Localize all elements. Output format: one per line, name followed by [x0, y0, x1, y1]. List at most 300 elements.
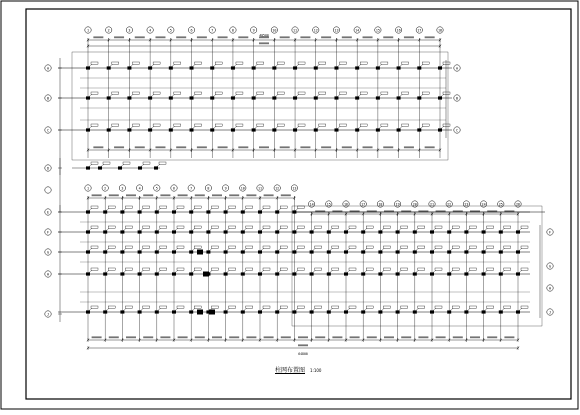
column-tag — [298, 124, 305, 126]
column-tag — [349, 246, 356, 248]
column-tag — [504, 306, 511, 308]
lower-axis-bubble-label: 22 — [447, 202, 452, 207]
column — [378, 250, 382, 253]
column — [241, 272, 245, 275]
lower-bottom-dim-text — [332, 336, 342, 338]
lower-top-dim-text — [178, 194, 188, 196]
column — [86, 210, 90, 213]
tag-leader — [141, 164, 144, 166]
column-tag — [422, 92, 429, 94]
lower-axis-bubble-label: 3 — [121, 186, 124, 191]
column — [120, 210, 124, 213]
upper-axis-bubble-label: 10 — [272, 28, 277, 33]
tag-leader — [347, 248, 350, 250]
lower-top-right-dim-text — [470, 210, 480, 212]
column — [107, 66, 111, 69]
tag-leader — [450, 308, 453, 310]
column — [310, 310, 314, 313]
tag-leader — [261, 308, 264, 310]
column — [516, 250, 520, 253]
upper-bottom-dim-text — [218, 146, 228, 148]
column-tag — [236, 62, 243, 64]
column — [327, 230, 331, 233]
column-tag — [521, 268, 528, 270]
tag-leader — [106, 208, 109, 210]
lower-top-dim-text — [92, 194, 102, 196]
tag-leader — [244, 208, 247, 210]
lower-overall-dim-text — [298, 344, 308, 346]
column — [516, 310, 520, 313]
tag-leader — [89, 270, 92, 272]
tag-leader — [519, 270, 522, 272]
tag-leader — [106, 270, 109, 272]
column — [327, 272, 331, 275]
column-tag — [443, 62, 450, 64]
column — [327, 250, 331, 253]
lower-bottom-dim-text — [178, 336, 188, 338]
column-tag — [236, 124, 243, 126]
column-tag — [521, 246, 528, 248]
column — [361, 230, 365, 233]
column — [293, 96, 297, 99]
tag-leader — [400, 64, 403, 66]
column — [438, 96, 442, 99]
column-tag — [339, 92, 346, 94]
tag-leader — [244, 228, 247, 230]
column-tag — [402, 62, 409, 64]
tag-leader — [364, 270, 367, 272]
column-tag — [246, 268, 253, 270]
column-tag — [297, 226, 304, 228]
column — [292, 310, 296, 313]
column-tag — [160, 246, 167, 248]
lower-block — [45, 185, 553, 356]
lower-axis-bubble-label: 13 — [292, 186, 297, 191]
lower-top-dim-text — [264, 194, 274, 196]
column — [482, 250, 486, 253]
column-tag — [174, 92, 181, 94]
column — [155, 230, 159, 233]
column — [413, 230, 417, 233]
tag-leader — [485, 270, 488, 272]
tag-leader — [255, 94, 258, 96]
lower-top-right-dim-text — [315, 210, 325, 212]
column-tag — [108, 206, 115, 208]
column-tag — [211, 268, 218, 270]
column-tag — [108, 306, 115, 308]
tag-leader — [89, 248, 92, 250]
tag-leader — [106, 308, 109, 310]
column — [252, 128, 256, 131]
column-tag — [263, 268, 270, 270]
tag-leader — [502, 308, 505, 310]
tag-leader — [158, 308, 161, 310]
tag-leader — [295, 270, 298, 272]
column-tag — [366, 226, 373, 228]
lower-top-right-dim-text — [367, 210, 377, 212]
lower-left-axis-bubble-label: F — [46, 230, 50, 235]
column — [417, 96, 421, 99]
upper-bottom-dim-text — [425, 146, 435, 148]
lower-axis-bubble-label: 18 — [378, 202, 383, 207]
lower-top-right-dim-text — [401, 210, 411, 212]
column — [241, 310, 245, 313]
tag-leader — [337, 94, 340, 96]
column-tag — [246, 226, 253, 228]
tag-leader — [209, 270, 212, 272]
upper-axis-bubble-label: 7 — [211, 28, 214, 33]
upper-left-axis-bubble-label: D — [46, 166, 50, 171]
lower-bottom-dim-text — [109, 336, 119, 338]
tag-leader — [502, 248, 505, 250]
tag-leader — [110, 64, 113, 66]
tag-leader — [502, 270, 505, 272]
lower-right-outline — [292, 206, 542, 326]
lower-bottom-dim-text — [160, 336, 170, 338]
upper-right-axis-bubble-label: A — [455, 66, 459, 71]
lower-axis-bubble-label: 4 — [138, 186, 141, 191]
tag-leader — [261, 208, 264, 210]
tag-leader — [123, 248, 126, 250]
upper-top-dim-text — [363, 36, 373, 38]
tag-leader — [255, 126, 258, 128]
column-tag — [160, 306, 167, 308]
column-tag — [315, 306, 322, 308]
tag-leader — [347, 228, 350, 230]
column — [499, 230, 503, 233]
tag-leader — [213, 64, 216, 66]
column-tag — [246, 206, 253, 208]
column — [293, 66, 297, 69]
upper-bottom-dim-text — [342, 146, 352, 148]
column — [413, 310, 417, 313]
column-tag — [174, 124, 181, 126]
column-tag — [487, 268, 494, 270]
lower-axis-bubble-label: 2 — [104, 186, 107, 191]
tag-leader — [416, 248, 419, 250]
tag-leader — [123, 270, 126, 272]
upper-bottom-dim-text — [300, 146, 310, 148]
column — [169, 66, 173, 69]
column-tag — [229, 246, 236, 248]
tag-leader — [317, 94, 320, 96]
column — [224, 310, 228, 313]
column — [190, 128, 194, 131]
lower-bottom-dim-text — [126, 336, 136, 338]
upper-bottom-dim-text — [259, 146, 269, 148]
column-tag — [257, 92, 264, 94]
upper-bottom-dim-text — [404, 146, 414, 148]
upper-axis-bubble-label: 17 — [417, 28, 422, 33]
column-tag — [381, 62, 388, 64]
tag-leader — [157, 164, 160, 166]
column-tag — [160, 206, 167, 208]
column-tag — [315, 268, 322, 270]
lower-bottom-dim-text — [470, 336, 480, 338]
tag-leader — [399, 308, 402, 310]
column — [334, 66, 338, 69]
tag-leader — [450, 248, 453, 250]
column-tag — [246, 246, 253, 248]
tag-leader — [330, 228, 333, 230]
tag-leader — [261, 228, 264, 230]
column-tag — [263, 226, 270, 228]
column — [396, 230, 400, 233]
upper-top-dim-text — [300, 36, 310, 38]
column-tag — [91, 92, 98, 94]
column-tag — [298, 92, 305, 94]
tag-leader — [450, 228, 453, 230]
column-tag — [297, 306, 304, 308]
column — [231, 128, 235, 131]
upper-top-dim-text — [114, 36, 124, 38]
column — [482, 310, 486, 313]
upper-axis-bubble-label: 15 — [375, 28, 380, 33]
tag-leader — [158, 248, 161, 250]
column-tag — [319, 124, 326, 126]
column-tag — [443, 124, 450, 126]
column — [464, 310, 468, 313]
column-tag — [418, 306, 425, 308]
lower-top-right-dim-text — [418, 210, 428, 212]
column — [272, 96, 276, 99]
tag-leader — [130, 126, 133, 128]
connector-bubble — [45, 187, 51, 193]
lower-bottom-dim-text — [298, 336, 308, 338]
column — [103, 272, 107, 275]
column — [376, 128, 380, 131]
lower-axis-bubble-label: 6 — [172, 186, 176, 191]
column-tag — [132, 92, 139, 94]
column-tag — [401, 306, 408, 308]
column-tag — [339, 62, 346, 64]
upper-axis-bubble-label: 18 — [437, 28, 443, 33]
column-tag — [504, 268, 511, 270]
column — [86, 96, 90, 99]
tag-leader — [213, 126, 216, 128]
column — [252, 66, 256, 69]
lower-top-dim-text — [229, 194, 239, 196]
column — [86, 310, 90, 313]
column-tag — [108, 268, 115, 270]
tag-leader — [244, 270, 247, 272]
tag-leader — [121, 164, 124, 166]
lower-axis-bubble-label: 7 — [190, 186, 193, 191]
column — [355, 96, 359, 99]
column — [138, 210, 142, 213]
column — [258, 310, 262, 313]
lower-bottom-dim-text — [350, 336, 360, 338]
column-tag — [160, 268, 167, 270]
column-tag — [383, 306, 390, 308]
upper-axis-bubble-label: 4 — [149, 28, 152, 33]
column — [241, 250, 245, 253]
tag-leader — [416, 228, 419, 230]
lower-bottom-dim-text — [367, 336, 377, 338]
lower-top-dim-text — [143, 194, 153, 196]
column-tag — [280, 206, 287, 208]
tag-leader — [278, 208, 281, 210]
lower-top-right-dim-text — [453, 210, 463, 212]
column-heavy — [197, 310, 203, 315]
column — [189, 310, 193, 313]
tag-leader — [123, 208, 126, 210]
column-heavy — [197, 250, 203, 255]
column — [447, 250, 451, 253]
column — [86, 128, 90, 131]
tag-leader — [261, 270, 264, 272]
column — [107, 96, 111, 99]
tag-leader — [255, 64, 258, 66]
lower-top-dim-text — [126, 194, 136, 196]
tag-leader — [519, 228, 522, 230]
column — [292, 272, 296, 275]
column — [231, 66, 235, 69]
column — [190, 96, 194, 99]
column-tag — [401, 226, 408, 228]
tag-leader — [295, 228, 298, 230]
tag-leader — [192, 270, 195, 272]
lower-bottom-dim-text — [436, 336, 446, 338]
column — [206, 230, 210, 233]
column — [224, 272, 228, 275]
tag-leader — [130, 64, 133, 66]
tag-leader — [485, 248, 488, 250]
tag-leader — [317, 126, 320, 128]
column — [376, 96, 380, 99]
column-tag — [125, 306, 132, 308]
column-tag — [215, 62, 222, 64]
lower-bottom-dim-text — [229, 336, 239, 338]
tag-leader — [313, 308, 316, 310]
column-tag — [383, 226, 390, 228]
column-tag — [125, 268, 132, 270]
column — [413, 250, 417, 253]
column-tag — [280, 268, 287, 270]
upper-axis-bubble-label: 8 — [231, 28, 234, 33]
lower-bottom-dim-text — [212, 336, 222, 338]
column-tag — [521, 226, 528, 228]
tag-leader — [158, 270, 161, 272]
column — [438, 128, 442, 131]
column-tag — [297, 206, 304, 208]
tag-leader — [175, 208, 178, 210]
column-tag — [132, 124, 139, 126]
tag-leader — [450, 270, 453, 272]
tag-leader — [278, 228, 281, 230]
column-tag — [236, 92, 243, 94]
tag-leader — [313, 270, 316, 272]
upper-axis-bubble-label: 2 — [107, 28, 110, 33]
column-tag — [91, 306, 98, 308]
column — [103, 310, 107, 313]
column — [258, 210, 262, 213]
column-tag — [91, 268, 98, 270]
tag-leader — [330, 248, 333, 250]
tag-leader — [296, 94, 299, 96]
column-tag — [297, 268, 304, 270]
column-tag — [339, 124, 346, 126]
column-tag — [112, 124, 119, 126]
tag-leader — [275, 64, 278, 66]
column — [127, 66, 131, 69]
tag-leader — [275, 94, 278, 96]
column-tag — [123, 162, 130, 164]
tag-leader — [485, 308, 488, 310]
tag-leader — [192, 208, 195, 210]
column-tag — [246, 306, 253, 308]
tag-leader — [227, 228, 230, 230]
column — [120, 230, 124, 233]
column-tag — [315, 226, 322, 228]
tag-leader — [141, 228, 144, 230]
column — [275, 230, 279, 233]
upper-top-dim-text — [176, 36, 186, 38]
column — [127, 96, 131, 99]
column — [447, 310, 451, 313]
column-tag — [332, 246, 339, 248]
column-tag — [159, 162, 166, 164]
column — [397, 66, 401, 69]
tag-leader — [519, 248, 522, 250]
column-tag — [143, 268, 150, 270]
column — [258, 230, 262, 233]
column-tag — [211, 206, 218, 208]
upper-overall-dim-text — [259, 42, 269, 44]
column-tag — [418, 226, 425, 228]
column-tag — [174, 62, 181, 64]
upper-bottom-dim-text — [363, 146, 373, 148]
column-tag — [422, 124, 429, 126]
lower-top-right-dim-text — [384, 210, 394, 212]
column-tag — [229, 226, 236, 228]
column-tag — [418, 246, 425, 248]
column — [413, 272, 417, 275]
column-tag — [143, 162, 150, 164]
tag-leader — [364, 228, 367, 230]
lower-bottom-dim-text — [246, 336, 256, 338]
upper-axis-bubble-label: 12 — [313, 28, 318, 33]
column-tag — [402, 124, 409, 126]
column — [430, 310, 434, 313]
upper-top-dim-text — [342, 36, 352, 38]
tag-leader — [141, 308, 144, 310]
tag-leader — [330, 270, 333, 272]
lower-top-dim-text — [109, 194, 119, 196]
tag-leader — [295, 308, 298, 310]
tag-leader — [234, 94, 237, 96]
column — [499, 310, 503, 313]
column — [103, 230, 107, 233]
column-tag — [177, 206, 184, 208]
tag-leader — [89, 228, 92, 230]
column-tag — [366, 306, 373, 308]
column-tag — [229, 206, 236, 208]
column-tag — [195, 124, 202, 126]
tag-leader — [502, 228, 505, 230]
lower-bottom-dim-text — [264, 336, 274, 338]
column — [189, 210, 193, 213]
column-tag — [143, 246, 150, 248]
lower-top-dim-text — [195, 194, 205, 196]
column-tag — [108, 226, 115, 228]
upper-right-axis-bubble-label: B — [455, 96, 459, 101]
tag-leader — [172, 126, 175, 128]
upper-bottom-dim-text — [321, 146, 331, 148]
column-tag — [504, 246, 511, 248]
column — [155, 272, 159, 275]
tag-leader — [441, 64, 444, 66]
